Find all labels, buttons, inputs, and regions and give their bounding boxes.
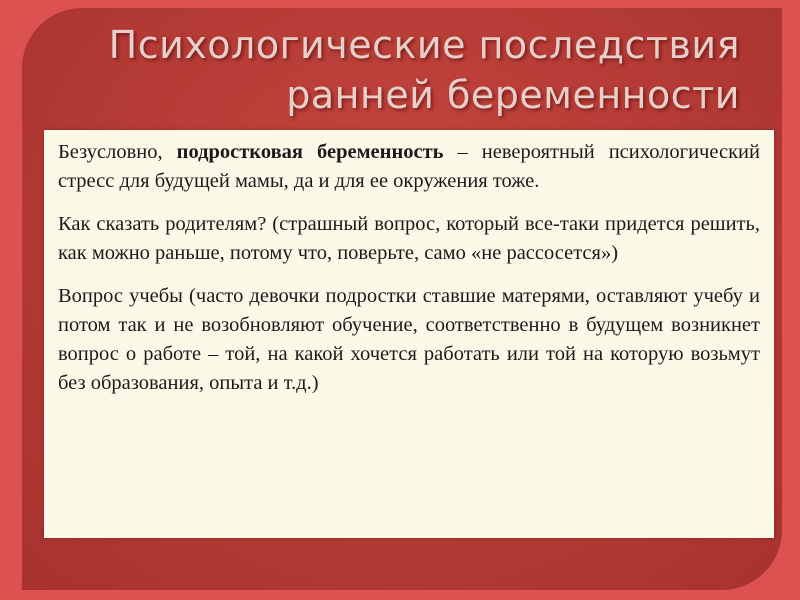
paragraph-1-rest: – невероятный психологический стресс для будущей мамы, да и для ее окружения тоже. (58, 141, 760, 192)
paragraph-1-bold: подростковая беременность (176, 141, 444, 163)
title-line-1: Психологические последствия (108, 23, 740, 67)
paragraph-3: Вопрос учебы (часто девочки подростки ставшие матерями, оставляют учебу и потом так и не возобновляют обучение, соответственно в будущем возникнет вопрос о работе – той, на какой хочется работать или той на которую возьмут без образования, опыта и т.д.) (58, 285, 760, 394)
slide-title (60, 20, 740, 120)
paragraph-1-lead: Безусловно, (58, 141, 177, 163)
paragraph-1 (58, 138, 760, 196)
paragraph-2: Как сказать родителям? (страшный вопрос, который все-таки придется решить, как можно раньше, потому что, поверьте, само «не рассосется») (58, 213, 760, 264)
title-line-2: ранней беременности (286, 73, 740, 117)
content-box (44, 130, 774, 538)
